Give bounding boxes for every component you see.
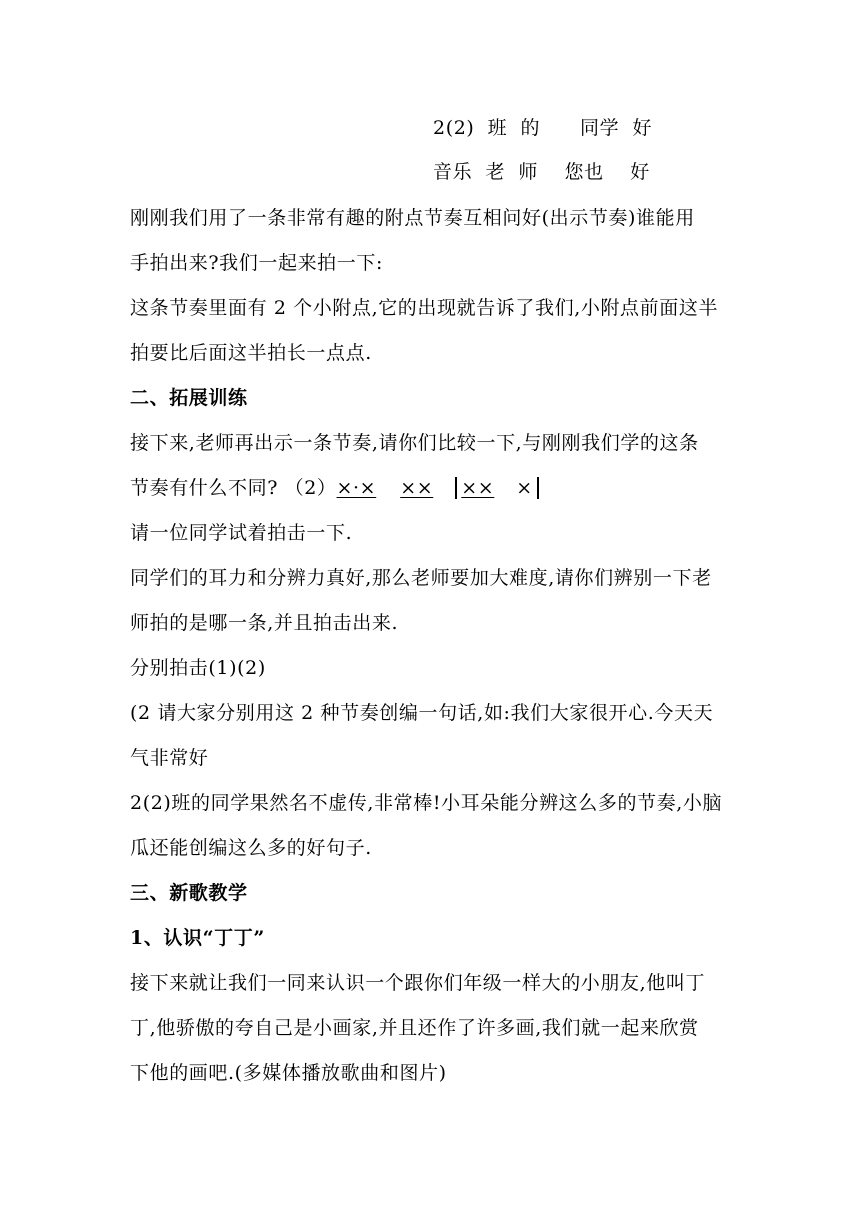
rhythm-group: × (516, 477, 533, 499)
section-heading: 二、拓展训练 (130, 387, 248, 409)
paragraph-line: 拍要比后面这半拍长一点点. (130, 342, 372, 364)
section-heading: 三、新歌教学 (130, 882, 248, 904)
paragraph-line: (2 请大家分别用这 2 种节奏创编一句话,如:我们大家很开心.今天天 (130, 702, 714, 724)
paragraph-line: 同学们的耳力和分辨力真好,那么老师要加大难度,请你们辨别一下老 (130, 567, 712, 589)
rhythm-group: ×× (461, 477, 495, 499)
paragraph-line: 请一位同学试着拍击一下. (130, 522, 353, 544)
paragraph-line: 刚刚我们用了一条非常有趣的附点节奏互相问好(出示节奏)谁能用 (130, 207, 695, 229)
paragraph-line: 接下来就让我们一同来认识一个跟你们年级一样大的小朋友,他叫丁 (130, 972, 706, 994)
paragraph-line: 气非常好 (130, 747, 209, 769)
paragraph-line: 2(2)班的同学果然名不虚传,非常棒!小耳朵能分辨这么多的节奏,小脑 (130, 792, 723, 814)
subsection-heading: 1、认识“丁丁” (130, 927, 265, 949)
paragraph-line: 分别拍击(1)(2) (130, 657, 266, 679)
rhythm-group: ×·× (336, 477, 377, 499)
rhythm-line (130, 476, 543, 500)
bar-line (537, 477, 539, 499)
paragraph-line: 手拍出来?我们一起来拍一下: (130, 252, 383, 274)
paragraph-line: 师拍的是哪一条,并且拍击出来. (130, 612, 399, 634)
call-line-2: 音乐 老 师 您也 好 (433, 161, 650, 183)
paragraph-line: 这条节奏里面有 2 个小附点,它的出现就告诉了我们,小附点前面这半 (130, 297, 719, 319)
bar-line (455, 477, 457, 499)
paragraph-line: 瓜还能创编这么多的好句子. (130, 837, 372, 859)
rhythm-group: ×× (400, 477, 434, 499)
rhythm-prefix: 节奏有什么不同? （2） (130, 477, 337, 499)
paragraph-line: 下他的画吧.(多媒体播放歌曲和图片) (130, 1062, 447, 1084)
paragraph-line: 接下来,老师再出示一条节奏,请你们比较一下,与刚刚我们学的这条 (130, 432, 699, 454)
call-line-1: 2(2) 班 的 同学 好 (433, 117, 653, 139)
paragraph-line: 丁,他骄傲的夸自己是小画家,并且还作了许多画,我们就一起来欣赏 (130, 1017, 699, 1039)
